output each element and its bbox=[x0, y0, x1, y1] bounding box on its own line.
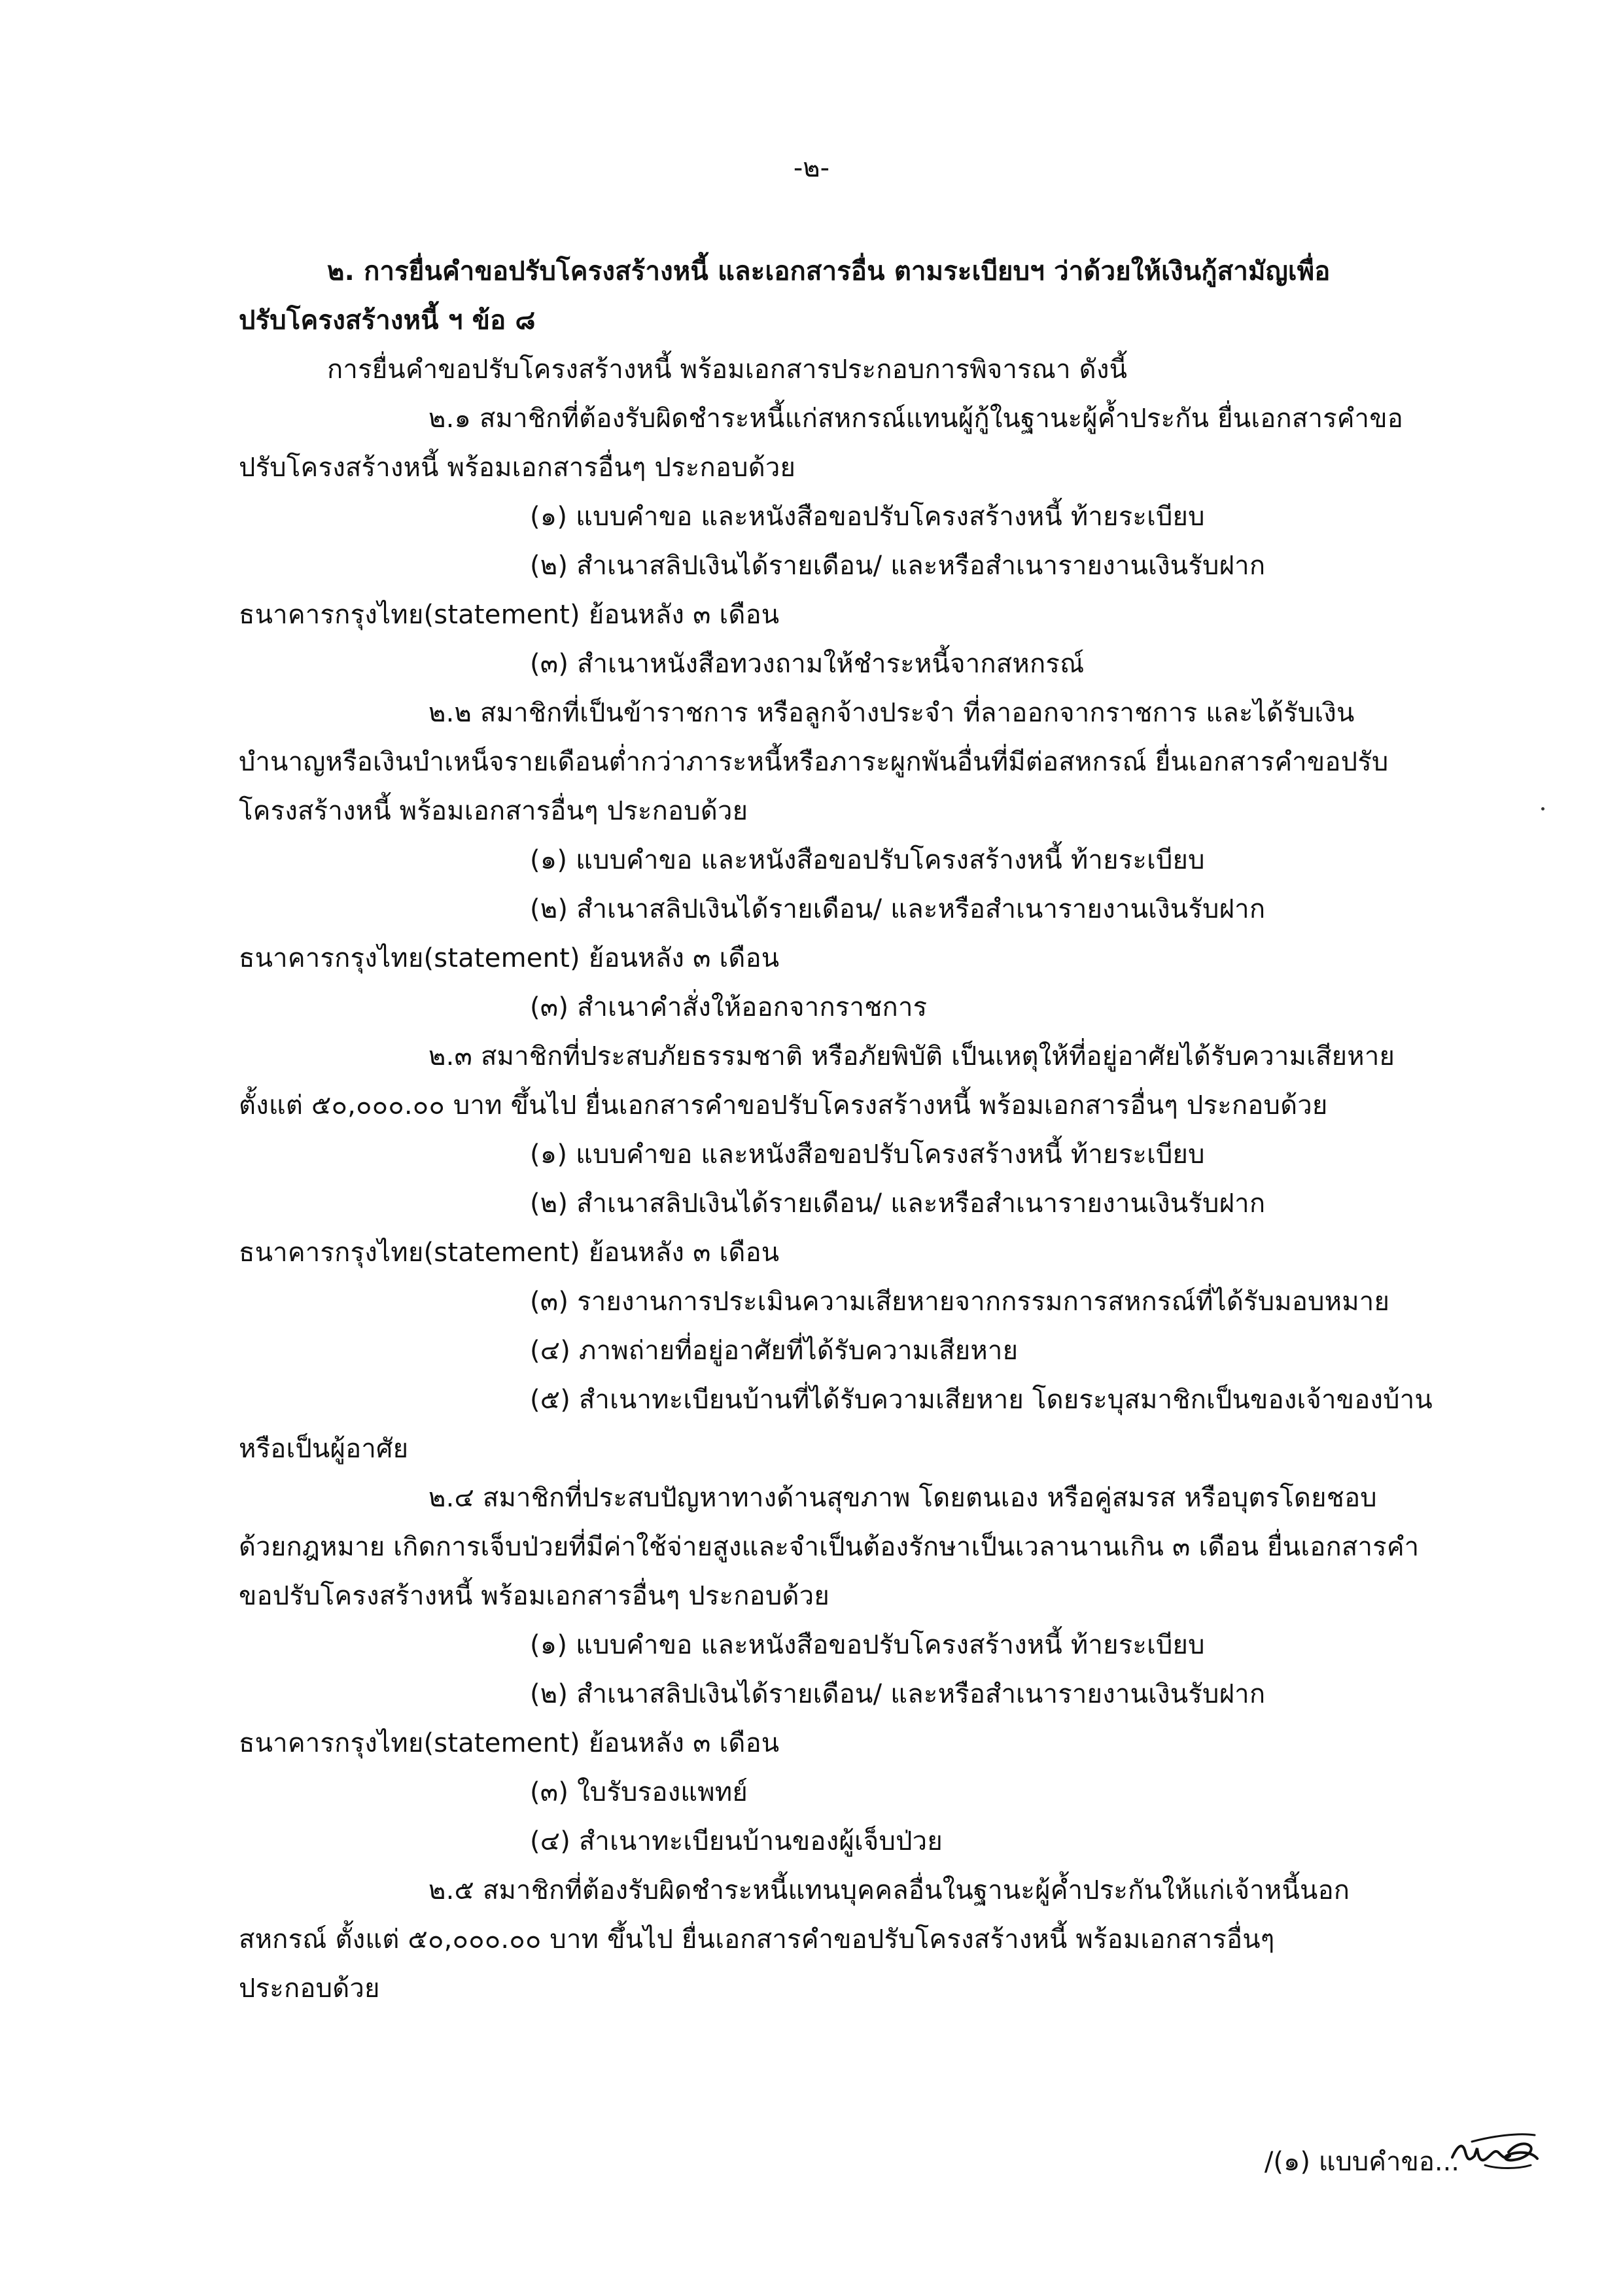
clause-2-4-item-3: (๓) ใบรับรองแพทย์ bbox=[530, 1777, 748, 1807]
signature-stroke-1 bbox=[1452, 2146, 1510, 2161]
clause-2-5-line-2: สหกรณ์ ตั้งแต่ ๕๐,๐๐๐.๐๐ บาท ขึ้นไป ยื่นเอกสารคำขอปรับโครงสร้างหนี้ พร้อมเอกสารอื่นๆ bbox=[239, 1924, 1275, 1955]
clause-2-1-item-1: (๑) แบบคำขอ และหนังสือขอปรับโครงสร้างหนี้ ท้ายระเบียบ bbox=[530, 502, 1205, 532]
clause-2-2-item-3: (๓) สำเนาคำสั่งให้ออกจากราชการ bbox=[530, 992, 928, 1022]
clause-2-5-line-1: ๒.๕ สมาชิกที่ต้องรับผิดชำระหนี้แทนบุคคลอื่นในฐานะผู้ค้ำประกันให้แก่เจ้าหนี้นอก bbox=[428, 1875, 1350, 1905]
clause-2-4-line-1: ๒.๔ สมาชิกที่ประสบปัญหาทางด้านสุขภาพ โดยตนเอง หรือคู่สมรส หรือบุตรโดยชอบ bbox=[428, 1483, 1377, 1513]
clause-2-1-item-2: (๒) สำเนาสลิปเงินได้รายเดือน/ และหรือสำเนารายงานเงินรับฝาก bbox=[530, 551, 1266, 581]
clause-2-2-item-2: (๒) สำเนาสลิปเงินได้รายเดือน/ และหรือสำเนารายงานเงินรับฝาก bbox=[530, 894, 1266, 924]
clause-2-4-line-2: ด้วยกฎหมาย เกิดการเจ็บป่วยที่มีค่าใช้จ่ายสูงและจำเป็นต้องรักษาเป็นเวลานานเกิน ๓ เดือน ยื่นเอกสารคำ bbox=[239, 1532, 1420, 1562]
signature-stroke-4 bbox=[1485, 2165, 1531, 2168]
intro-text: การยื่นคำขอปรับโครงสร้างหนี้ พร้อมเอกสารประกอบการพิจารณา ดังนี้ bbox=[327, 355, 1128, 385]
clause-2-4-item-2: (๒) สำเนาสลิปเงินได้รายเดือน/ และหรือสำเนารายงานเงินรับฝาก bbox=[530, 1679, 1266, 1709]
clause-2-1-item-3: (๓) สำเนาหนังสือทวงถามให้ชำระหนี้จากสหกรณ์ bbox=[530, 649, 1085, 679]
clause-2-3-item-2-cont: ธนาคารกรุงไทย(statement) ย้อนหลัง ๓ เดือน bbox=[239, 1238, 780, 1268]
clause-2-3-item-1: (๑) แบบคำขอ และหนังสือขอปรับโครงสร้างหนี้ ท้ายระเบียบ bbox=[530, 1139, 1205, 1170]
clause-2-1-line-2: ปรับโครงสร้างหนี้ พร้อมเอกสารอื่นๆ ประกอบด้วย bbox=[239, 453, 796, 483]
clause-2-4-line-3: ขอปรับโครงสร้างหนี้ พร้อมเอกสารอื่นๆ ประกอบด้วย bbox=[239, 1581, 829, 1611]
section-heading-line-2: ปรับโครงสร้างหนี้ ฯ ข้อ ๘ bbox=[239, 305, 536, 336]
clause-2-5-line-3: ประกอบด้วย bbox=[239, 1974, 380, 2004]
clause-2-3-item-4: (๔) ภาพถ่ายที่อยู่อาศัยที่ได้รับความเสียหาย bbox=[530, 1336, 1019, 1366]
clause-2-2-line-1: ๒.๒ สมาชิกที่เป็นข้าราชการ หรือลูกจ้างประจำ ที่ลาออกจากราชการ และได้รับเงิน bbox=[428, 698, 1355, 728]
signature-stroke-2 bbox=[1505, 2144, 1537, 2160]
clause-2-1-line-1: ๒.๑ สมาชิกที่ต้องรับผิดชำระหนี้แก่สหกรณ์แทนผู้กู้ในฐานะผู้ค้ำประกัน ยื่นเอกสารคำขอ bbox=[428, 404, 1403, 434]
clause-2-3-item-2: (๒) สำเนาสลิปเงินได้รายเดือน/ และหรือสำเนารายงานเงินรับฝาก bbox=[530, 1189, 1266, 1219]
clause-2-3-line-1: ๒.๓ สมาชิกที่ประสบภัยธรรมชาติ หรือภัยพิบัติ เป็นเหตุให้ที่อยู่อาศัยได้รับความเสียหาย bbox=[428, 1041, 1395, 1071]
section-heading-line-1: ๒. การยื่นคำขอปรับโครงสร้างหนี้ และเอกสารอื่น ตามระเบียบฯ ว่าด้วยให้เงินกู้สามัญเพื่อ bbox=[327, 256, 1331, 287]
page-number: -๒- bbox=[793, 153, 830, 183]
clause-2-3-line-2: ตั้งแต่ ๕๐,๐๐๐.๐๐ บาท ขึ้นไป ยื่นเอกสารคำขอปรับโครงสร้างหนี้ พร้อมเอกสารอื่นๆ ประกอบด้วย bbox=[239, 1090, 1328, 1121]
clause-2-2-item-2-cont: ธนาคารกรุงไทย(statement) ย้อนหลัง ๓ เดือน bbox=[239, 943, 780, 973]
clause-2-2-line-2: บำนาญหรือเงินบำเหน็จรายเดือนต่ำกว่าภาระหนี้หรือภาระผูกพันอื่นที่มีต่อสหกรณ์ ยื่นเอกสารคำขอปรับ bbox=[239, 747, 1389, 777]
signature-stroke-3 bbox=[1472, 2134, 1535, 2142]
continuation-note: /(๑) แบบคำขอ... bbox=[1264, 2147, 1459, 2177]
clause-2-3-item-5: (๕) สำเนาทะเบียนบ้านที่ได้รับความเสียหาย โดยระบุสมาชิกเป็นของเจ้าของบ้าน bbox=[530, 1385, 1433, 1415]
clause-2-3-item-5-cont: หรือเป็นผู้อาศัย bbox=[239, 1434, 409, 1464]
clause-2-4-item-2-cont: ธนาคารกรุงไทย(statement) ย้อนหลัง ๓ เดือน bbox=[239, 1728, 780, 1758]
handwritten-signature bbox=[1446, 2119, 1544, 2178]
clause-2-4-item-4: (๔) สำเนาทะเบียนบ้านของผู้เจ็บป่วย bbox=[530, 1826, 943, 1856]
clause-2-2-line-3: โครงสร้างหนี้ พร้อมเอกสารอื่นๆ ประกอบด้วย bbox=[239, 796, 748, 826]
clause-2-3-item-3: (๓) รายงานการประเมินความเสียหายจากกรรมการสหกรณ์ที่ได้รับมอบหมาย bbox=[530, 1287, 1390, 1317]
clause-2-4-item-1: (๑) แบบคำขอ และหนังสือขอปรับโครงสร้างหนี้ ท้ายระเบียบ bbox=[530, 1630, 1205, 1660]
margin-speck bbox=[1541, 807, 1544, 810]
clause-2-2-item-1: (๑) แบบคำขอ และหนังสือขอปรับโครงสร้างหนี้ ท้ายระเบียบ bbox=[530, 845, 1205, 875]
clause-2-1-item-2-cont: ธนาคารกรุงไทย(statement) ย้อนหลัง ๓ เดือน bbox=[239, 600, 780, 630]
